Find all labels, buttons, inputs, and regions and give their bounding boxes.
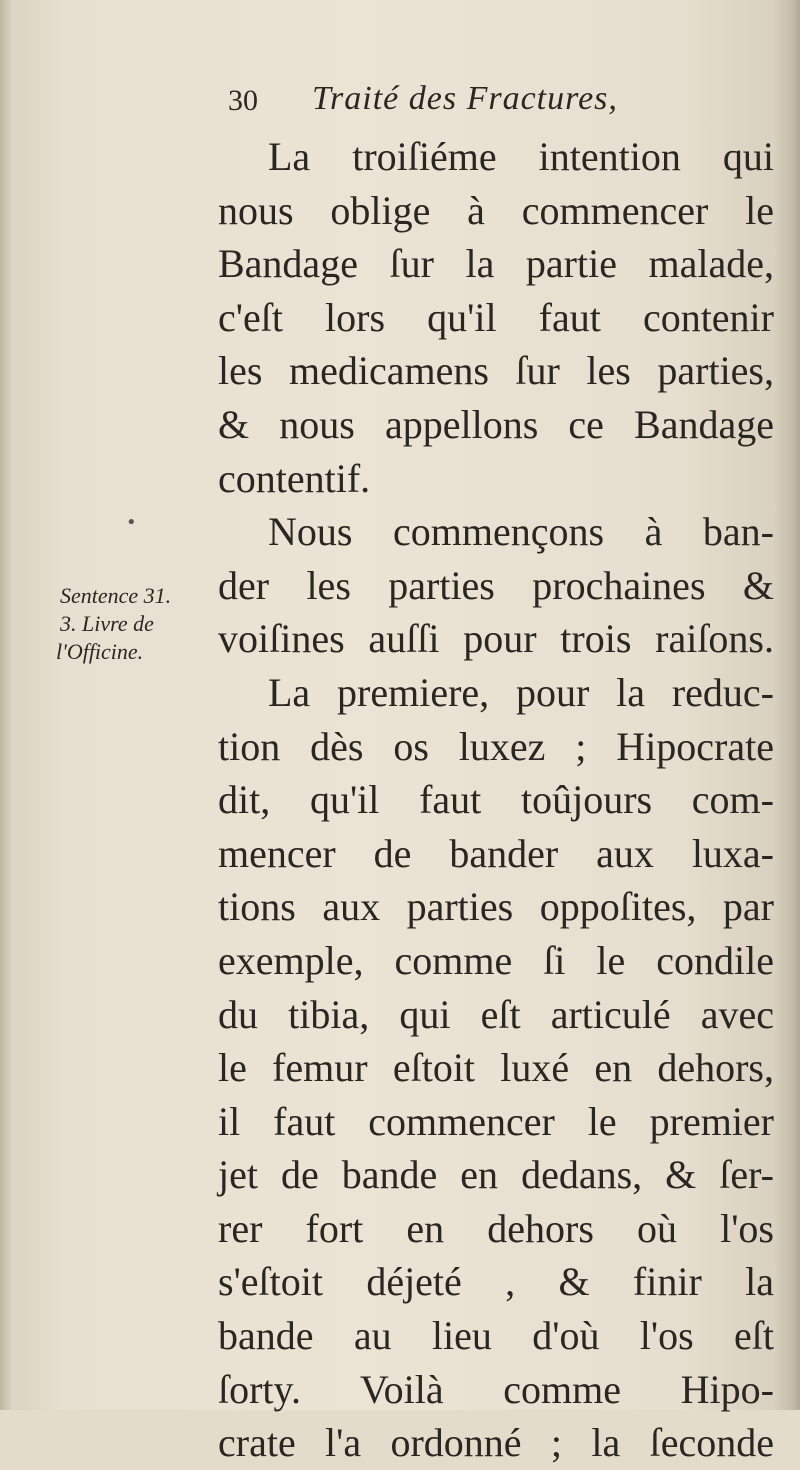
text-line: La premiere, pour la reduc- — [268, 669, 774, 715]
text-line: il faut commencer le premier — [218, 1098, 774, 1144]
body-text — [218, 130, 774, 1470]
page-gutter-shadow — [0, 0, 14, 1410]
page-number: 30 — [228, 84, 258, 117]
page-header — [228, 80, 768, 124]
text-line: tion dès os luxez ; Hipocrate — [218, 723, 774, 769]
text-line: c'eſt lors qu'il faut contenir — [218, 294, 774, 340]
text-line: der les parties prochaines & — [218, 562, 774, 608]
text-line: les medicamens ſur les parties, — [218, 348, 774, 394]
printer-mark: • — [126, 512, 137, 533]
text-line: bande au lieu d'où l'os eſt — [218, 1313, 774, 1359]
margin-note-line: Sentence 31. — [60, 583, 172, 608]
text-line: du tibia, qui eſt articulé avec — [218, 991, 774, 1037]
text-line: contentif. — [218, 455, 371, 501]
text-line: tions aux parties oppoſites, par — [218, 884, 774, 930]
text-line: La troiſiéme intention qui — [268, 134, 774, 179]
running-title: Traité des Fractures, — [312, 80, 618, 117]
margin-note-line: 3. Livre de — [60, 611, 154, 636]
margin-note-line: l'Officine. — [56, 639, 144, 664]
text-line: voiſines auſſi pour trois raiſons. — [218, 616, 774, 662]
margin-note — [56, 582, 225, 666]
text-line: & nous appellons ce Bandage — [218, 401, 774, 447]
text-line: nous oblige à commencer le — [218, 187, 774, 233]
text-line: Bandage ſur la partie malade, — [218, 241, 774, 287]
text-line: exemple, comme ſi le condile — [218, 937, 774, 983]
text-line: le femur eſtoit luxé en dehors, — [218, 1045, 774, 1091]
text-line: crate l'a ordonné ; la ſeconde — [218, 1420, 774, 1466]
text-line: rer fort en dehors où l'os — [218, 1205, 774, 1251]
text-line: jet de bande en dedans, & ſer- — [218, 1152, 774, 1198]
text-line: Nous commençons à ban- — [268, 509, 774, 555]
text-line: dit, qu'il faut toûjours com- — [218, 777, 774, 823]
text-line: ſorty. Voilà comme Hipo- — [218, 1366, 774, 1412]
text-line: s'eſtoit déjeté , & finir la — [218, 1259, 774, 1305]
page-edge-shadow — [774, 0, 800, 1410]
text-line: mencer de bander aux luxa- — [218, 830, 774, 876]
